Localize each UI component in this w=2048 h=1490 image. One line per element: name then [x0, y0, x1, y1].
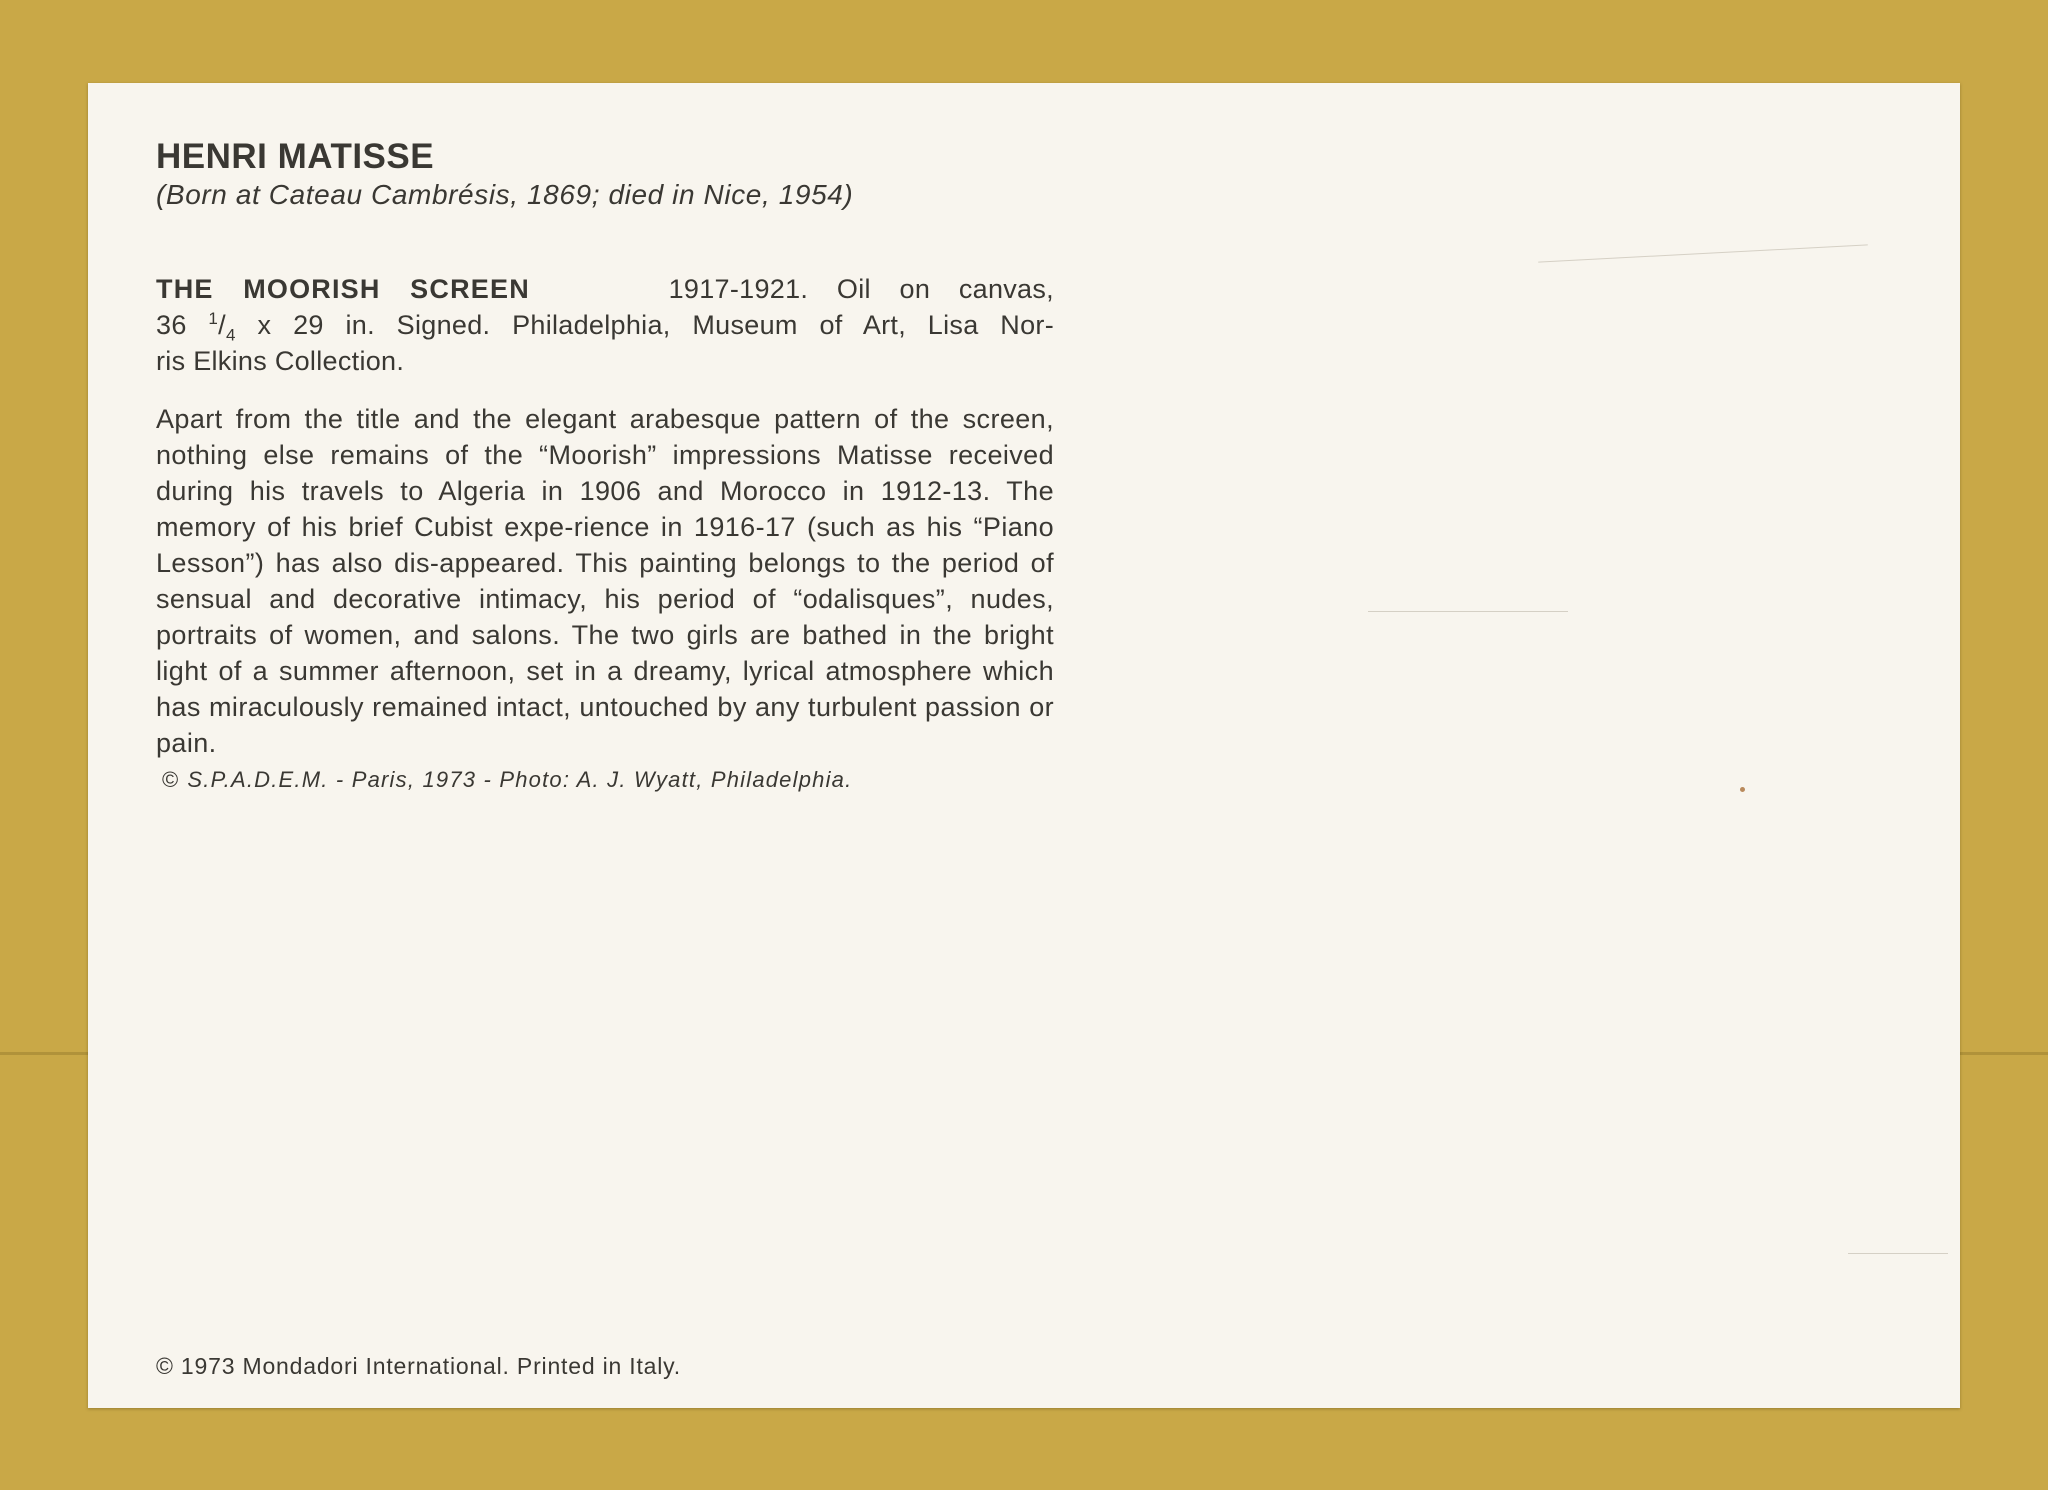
artwork-description: Apart from the title and the elegant arabesque pattern of the screen, nothing else remains of the “Moorish” impressions Matisse received during his travels to Algeria in 1906 and Morocco in 1912-13. The memory of his brief Cubist expe-rience in 1916-17 (such as his “Piano Lesson”) has also dis-appeared. This painting belongs to the period of sensual and decorative intimacy, his period of “odalisques”, nudes, portraits of women, and salons. The two girls are bathed in the bright light of a summer afternoon, set in a dreamy, lyrical atmosphere which has miraculously remained intact, untouched by any turbulent passion or pain.: [156, 404, 1054, 758]
artwork-height-whole: 36: [156, 310, 187, 340]
artist-name: HENRI MATISSE: [156, 137, 435, 176]
postcard-back: [88, 83, 1960, 1408]
paper-scuff: [1538, 244, 1868, 262]
fraction-denominator: 4: [225, 325, 236, 345]
artwork-size-location: x 29 in. Signed. Philadelphia, Museum of Art, Lisa Nor-: [257, 310, 1054, 340]
caption-text-block: [156, 137, 1054, 795]
photo-credit: [162, 765, 1054, 795]
photo-credit-text: S.P.A.D.E.M. - Paris, 1973 - Photo: A. J. Wyatt, Philadelphia.: [187, 767, 853, 792]
copyright-icon: ©: [162, 767, 180, 792]
artwork-details: [156, 271, 1054, 379]
artwork-details-line-3: ris Elkins Collection.: [156, 346, 405, 376]
artwork-details-line-1: [156, 271, 1054, 307]
artwork-title: THE MOORISH SCREEN: [156, 274, 530, 304]
artwork-date-medium: 1917-1921. Oil on canvas,: [668, 274, 1054, 304]
artwork-details-line-2: [156, 307, 1054, 343]
paper-scuff: [1368, 611, 1568, 612]
paper-scuff: [1848, 1253, 1948, 1254]
artist-bio: (Born at Cateau Cambrésis, 1869; died in Nice, 1954): [156, 179, 854, 210]
paper-speck: [1740, 787, 1745, 792]
fraction-numerator: 1: [208, 309, 219, 328]
publisher-line: © 1973 Mondadori International. Printed in Italy.: [156, 1353, 681, 1379]
artwork-height-fraction: $^1/_4$: [208, 309, 236, 345]
